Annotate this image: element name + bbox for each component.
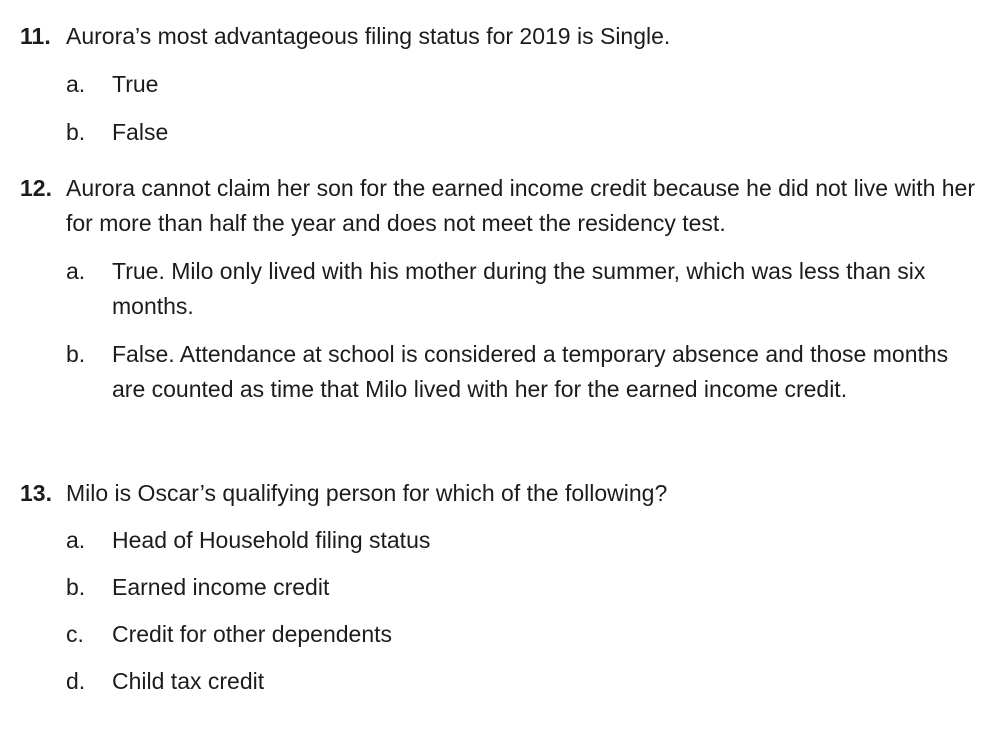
question-number: 11. — [20, 23, 51, 49]
answer-option-b[interactable] — [20, 115, 980, 150]
option-text: False. Attendance at school is considered a temporary absence and those months are counted as time that Milo lived with her for the earned income credit. — [112, 341, 949, 402]
answer-option-b[interactable] — [20, 570, 980, 605]
option-letter: a. — [66, 71, 86, 97]
question-stem — [20, 476, 980, 511]
option-letter: b. — [66, 341, 86, 367]
question-11 — [20, 19, 980, 150]
option-text: Earned income credit — [112, 574, 330, 600]
question-text: Aurora’s most advantageous filing status for 2019 is Single. — [66, 23, 671, 49]
option-text: Credit for other dependents — [112, 621, 393, 647]
question-stem — [20, 19, 980, 54]
answer-option-a[interactable] — [20, 67, 980, 102]
answer-option-a[interactable] — [20, 523, 980, 558]
option-text: Head of Household filing status — [112, 527, 431, 553]
option-letter: a. — [66, 527, 86, 553]
question-12 — [20, 171, 980, 407]
option-text: Child tax credit — [112, 668, 265, 694]
question-stem — [20, 171, 980, 241]
option-letter: b. — [66, 574, 86, 600]
answer-option-c[interactable] — [20, 617, 980, 652]
question-text: Aurora cannot claim her son for the earned income credit because he did not live with her for more than half the year and does not meet the residency test. — [66, 175, 976, 236]
answer-option-a[interactable] — [20, 254, 980, 324]
option-letter: a. — [66, 258, 86, 284]
option-text: True. Milo only lived with his mother during the summer, which was less than six months. — [112, 258, 926, 319]
answer-option-b[interactable] — [20, 337, 980, 407]
option-letter: d. — [66, 668, 86, 694]
option-letter: c. — [66, 621, 84, 647]
question-number: 13. — [20, 480, 52, 506]
option-letter: b. — [66, 119, 86, 145]
option-text: True — [112, 71, 159, 97]
question-text: Milo is Oscar’s qualifying person for which of the following? — [66, 480, 668, 506]
question-13 — [20, 476, 980, 699]
answer-option-d[interactable] — [20, 664, 980, 699]
question-number: 12. — [20, 175, 52, 201]
option-text: False — [112, 119, 169, 145]
